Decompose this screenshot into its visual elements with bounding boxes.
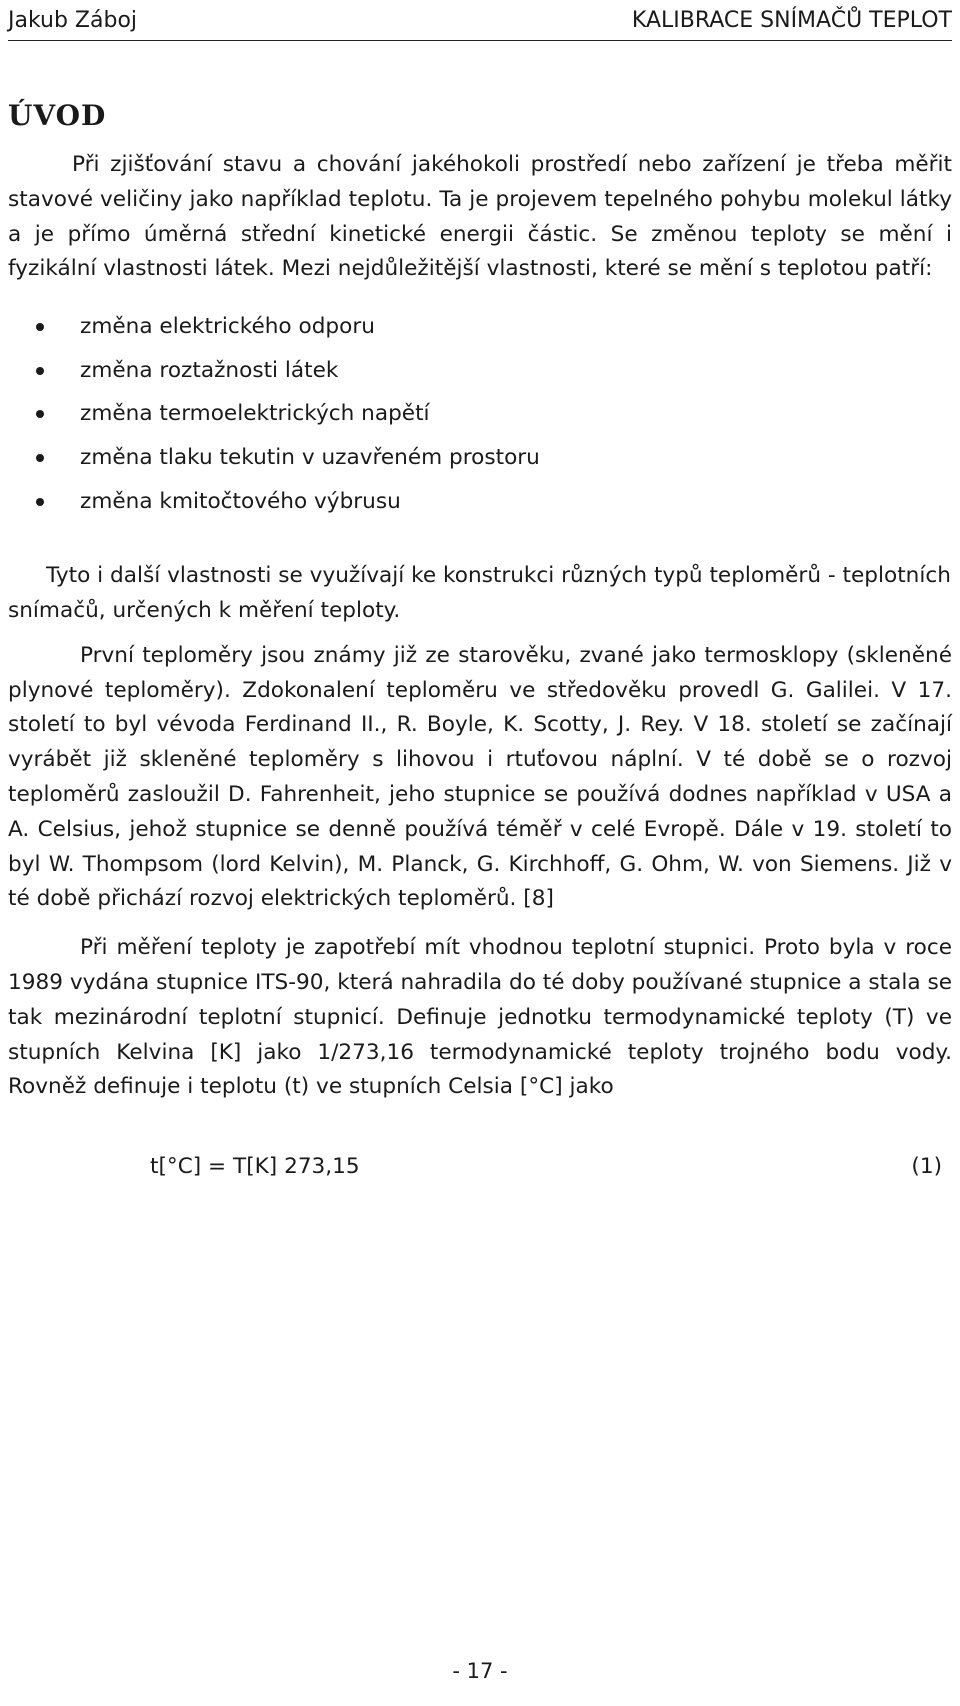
header-title: KALIBRACE SNÍMAČŮ TEPLOT [631,8,952,33]
list-item [8,480,952,524]
bullet-icon [36,454,44,462]
equation-number: (1) [911,1154,942,1179]
scale-paragraph: Při měření teploty je zapotřebí mít vhodnou teplotní stupnici. Proto byla v roce 1989 vydána stupnice ITS-90, která nahradila do té doby používané stupnice a stala se tak mezinárodní teplotní stupnicí. Definuje jednotku termodynamické teploty (T) ve stupních Kelvina [K] jako 1/273,16 termodynamické teploty trojného bodu vody. Rovněž definuje i teplotu (t) ve stupních Celsia [°C] jako [8,935,952,1100]
header-author: Jakub Zábоj [8,8,138,33]
list-item-text: změna elektrického odporu [80,314,375,340]
bullet-icon [36,498,44,506]
bullet-icon [36,323,44,331]
page-content [8,96,952,1105]
page-header [8,6,952,41]
list-item-text: změna tlaku tekutin v uzavřeném prostoru [80,444,540,470]
list-item [8,392,952,436]
properties-list [8,305,952,523]
section-heading: ÚVOD [8,99,107,132]
intro-paragraph: Při zjišťování stavu a chování jakéhokoli prostředí nebo zařízení je třeba měřit stavové veličiny jako například teplotu. Ta je projevem tepelného pohybu molekul látky a je přímo úměrná střední kinetické energii částic. Se změnou teploty se mění i fyzikální vlastnosti látek. Mezi nejdůležitější vlastnosti, které se mění s teplotou patří: [8,152,952,282]
bullet-icon [36,410,44,418]
equation-formula: t[°C] = T[K] 273,15 [150,1154,360,1179]
list-item-text: změna roztažnosti látek [80,357,339,383]
list-item [8,349,952,393]
list-item-text: změna termoelektrických napětí [80,401,430,427]
page-number: - 17 - [452,1659,508,1683]
sensors-paragraph: Tyto i další vlastnosti se využívají ke konstrukci různých typů teploměrů - teplotních snímačů, určených k měření teploty. [8,563,951,623]
history-paragraph: První teploměry jsou známy již ze starověku, zvané jako termosklopy (skleněné plynové teploměry). Zdokonalení teploměru ve středověku provedl G. Galilei. V 17. století to byl vévoda Ferdinand II., R. Boyle, K. Scotty, J. Rey. V 18. století se začínají vyrábět již skleněné teploměry s lihovou i rtuťovou náplní. V té době se o rozvoj teploměrů zasloužil D. Fahrenheit, jeho stupnice se používá dodnes například v USA a A. Celsius, jehož stupnice se denně používá téměř v celé Evropě. Dále v 19. století to byl W. Thompsom (lord Kelvin), M. Planck, G. Kirchhoff, G. Ohm, W. von Siemens. Již v té době přichází rozvoj elektrických teploměrů. [8] [8,642,952,912]
list-item [8,436,952,480]
equation-1 [150,1150,942,1184]
list-item [8,305,952,349]
bullet-icon [36,367,44,375]
list-item-text: změna kmitočtového výbrusu [80,488,401,514]
